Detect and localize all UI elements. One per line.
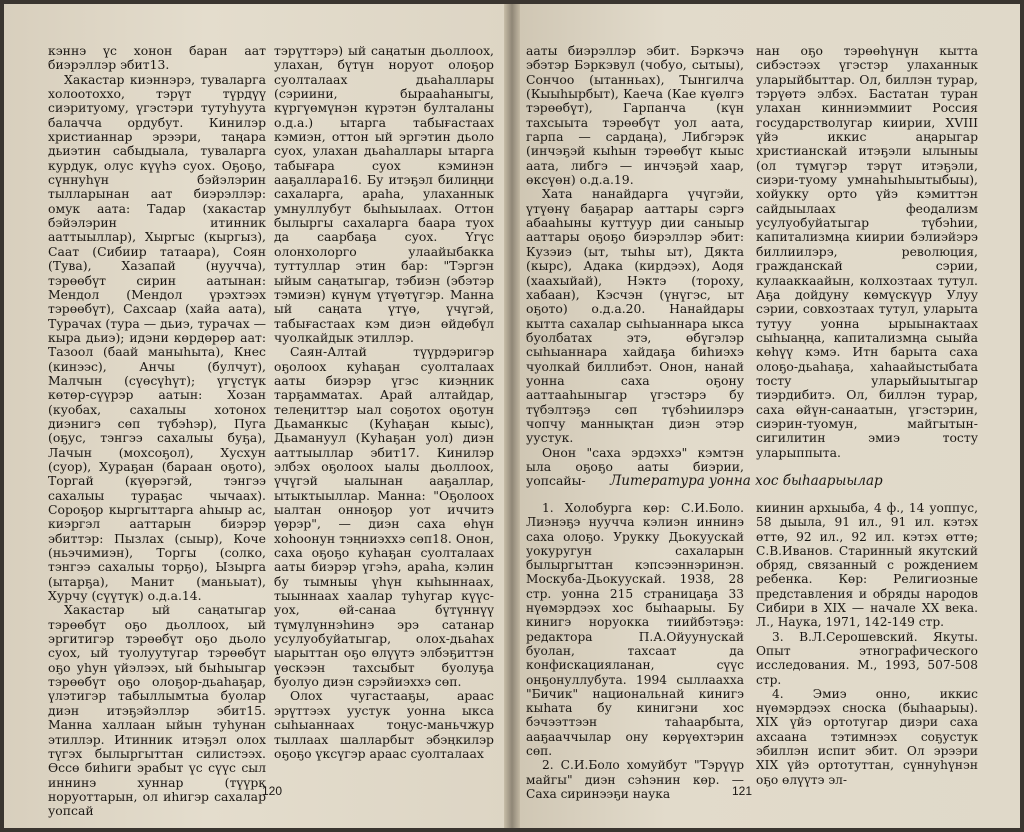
note-item: 1. Холобурга көр: С.И.Боло. Лиэнэҕэ нуучча кэлиэн иннинэ саха олоҕо. Урукку Дьокуускай уокуругун сахаларын былыргыттан кэпсээннэринэн. Москуба-Дьокуускай. 1938, 28 стр. уонна 215 страницаҕа 33 нүөмэрдээх хос быһаарыы. Бу кинигэ норуокка тиийбэтэҕэ: редактора П.А.Ойуунускай буолан, тахсаат да конфискацияланан, сүүс онҕонуллубута. 1994 сыллаахха "Бичик" национальнай кинигэ кыһата бу кинигэни хос бэчээттээн таһаарбыта, ааҕааччылар ону көрүөхтэрин сөп. [526, 501, 744, 759]
note-item: 3. В.Л.Серошевский. Якуты. Опыт этнографического исследования. М., 1993, 507-508 стр. [756, 629, 978, 687]
right-page [514, 4, 1020, 828]
page-number-left: 120 [262, 784, 283, 798]
paragraph: Саян-Алтай түүрдэригэр оҕолоох куһаҕан суолталаах ааты биэрэр үгэс киэңник тарҕамматах. Арай алтайдар, телеңиттэр ыал соҕотох оҕотун Дьаманкыс (Куһаҕан кыыс), Дьамануул (Куһаҕан уол) диэн ааттыыллар эбит17. Кинилэр элбэх оҕолоох ыалы дьоллоох, үчүгэй ыалынан ааҕаллар, ытыктыыллар. Манна: "Оҕолоох ыалтан онноҕор уот иччитэ үөрэр", — диэн саха өһүн хоһоонун тэңниэххэ сөп18. Онон, саха оҕоҕо куһаҕан суолталаах ааты биэрэр үгэһэ, араһа, кэлин бу тымныы үһүн кыһыннаах, тыыннаах хаалар туһугар күүс-уох, өй-санаа бүтүннүү түмүлүннэһинэ эрэ сатанар усулуобуйатыгар, олох-дьаһах ыарыттан оҕо өлүүтэ элбэҕиттэн үөскээн тахсыбыт буолуҕа буолуо диэн сэрэйиэххэ сөп. [274, 344, 494, 690]
right-page-column-1 [526, 43, 744, 489]
book-spread [4, 4, 1020, 828]
page-number-right: 121 [732, 784, 753, 798]
paragraph: Олох чугастааҕы, араас эрүттээх уустук уонна ыкса сыһыаннаах тоңус-маньчжур тыллаах шалларбыт эбэңкилэр оҕоҕо үксүгэр араас суолталаах [274, 688, 494, 761]
note-item: 2. С.И.Боло хомуйбут "Тэрүүр майгы" диэн сэһэнин көр. — Саха сиринээҕи наука [526, 758, 744, 801]
note-item: киинин архыыба, 4 ф., 14 уоппус, 58 дыыла, 91 ил., 91 ил. кэтэх өттө, 92 ил., 92 ил. кэтэх өттө; С.В.Иванов. Старинный якутский обряд, связанный с рождением ребенка. Көр: Религиозные представления и обряды народов Сибири в XIX — начале XX века. Л., Наука, 1971, 142-149 стр. [756, 501, 978, 630]
section-heading: Литература уонна хос быһаарыылар [610, 473, 883, 489]
paragraph: тэрүттэрэ) ый саңатын дьоллоох, улахан, бүтүн норуот олоҕор суолталаах дьаһаллары (сэриини, бырааһаныгы, күргүөмүнэн күрэтэн булталаны о.д.а.) ытарга табығастаах кэмиэн, оттон ый эргэтин дьоло суох, улахан дьаһаллары ытарга табығара суох кэминэн ааҕаллара16. Бу итэҕэл билиңңи сахаларга, араһа, улаханнык умнуллубут быһыылаах. Оттон былыргы сахаларга баара туох да саарбаҕа суох. Үгүс олонхолорго улаайыбакка туттуллар этин бар: "Тэргэн ыйым саңатыгар, тэбиэн (эбэтэр тэмиэн) күнүм үтүөтүгэр. Манна ый саңата үтүө, үчүгэй, табығастаах кэм диэн өйдөбүл чуолкайдык этиллэр. [274, 43, 494, 345]
note-item: 4. Эмиэ онно, иккис нүөмэрдээх сноска (быһаарыы). XIX үйэ ортотугар диэри саха ахсаана тэтимнээх соҕустук эбиллэн испит эбит. Ол эрээри XIX үйэ ортотуттан, сүннуһүнэн оҕо өлүүтэ эл- [756, 686, 978, 787]
paragraph: кэннэ үс хонон баран аат биэрэллэр эбит13. [48, 43, 266, 73]
notes-column-2 [756, 501, 978, 791]
paragraph: Хакастар ый саңатыгар тэрөөбүт оҕо дьоллоох, ый эргитигэр тэрөөбүт оҕо дьоло суох, ый туолуутугар тэрөөбүт оҕо уһун үйэлээх, ый быһыыгар тэрөөбүт оҕо олоҕор-дьаһаҕар, үлэтигэр табыллымтыа буолар диэн итэҕэйэллэр эбит15. Манна халлаан ыйын туһунан этиллэр. Итинник итэҕэл олох түгэх былыргыттан силистээх. Өссө биһиги эрабыт үс сүүс сыл иннинэ хуннар (түүрк норуоттарын, ол иһигэр сахалар уопсай [48, 602, 266, 819]
book-gutter [504, 4, 520, 828]
paragraph: ааты биэрэллэр эбит. Бэркэчэ эбэтэр Бэркэвул (чобуо, сытыы), Сончоо (ытанньах), Тынгилча (Кыыһырбыт), Каеча (Кае күөлгэ тэрөөбүт), Гарпанча (күн тахсыыта тэрөөбүт уол аата, гарпа — сардаңа), Либгэрэк (инчэҕэй кыһын тэрөөбүт кыыс аата, либгэ — инчэҕэй хаар, өксүөн) о.д.а.19. [526, 43, 744, 188]
paragraph: нан оҕо тэрөөһүнүн кытта сибэстээх үгэстэр улаханнык уларыйбыттар. Ол, биллэн турар, тэрүөтэ элбэх. Бастатан туран улахан кинниэммиит Россия государстволугар киирии, XVIII үйэ иккис аңарыгар христианскай итэҕэли ылыныы (ол түмүгэр тэрүт итэҕэли, сиэри-туому умнаһыһыытыбыы), хойукку орто үйэ кэмиттэн сайдыылаах феодализм усулуобуйатыгар түбэһии, капитализмңа киирии бэлиэйэрэ биллиилэрэ, революция, гражданскай сэрии, кулааккаайын, колхозтаах тутул. Аҕа дойдуну көмүскүүр Улуу сэрии, совхозтаах тутул, уларыта тутуу уонна ырыынактаах сыһыаңңа, капитализмңа сыыйа көһүү кэмэ. Итн барыта саха олоҕо-дьаһаҕа, хаһаайыстыбата тосту уларыйыытыгар тиэрдибитэ. Ол, биллэн турар, саха өйүн-санаатын, үгэстэрин, сиэрин-туомун, майгытын-сигилитин эмиэ тосту уларыппыта. [756, 43, 978, 460]
paragraph: Онон "саха эрдэххэ" кэмтэн ыла оҕоҕо ааты биэрии, уопсайы- [526, 444, 744, 489]
left-page-column-2 [274, 44, 494, 789]
paragraph: Хакастар киэннэрэ, туваларга холоотоххо, тэрүт түрдүү сиэритуому, үгэстэри тутуһуута балачча ордубут. Кинилэр христианнар эрээри, таңара дьиэтин сабыдыала, туваларга курдук, олус күүһэ суох. Оҕоҕо, сүннуһүн бэйэлэрин тылларынан аат биэрэллэр: омук аата: Тадар (хакастар бэйэлэрин итинник ааттыыллар), Хыргыс (кыргыз), Саат (Сибиир татаара), Соян (Тува), Хазапай (нуучча), тэрөөбүт сирин аатынан: Мендол (Мендол үрэхтээх тэрөөбүт), Сахсаар (хайа аата), Турачах (тура — дьиэ, турачах — кыра дьиэ); идэни көрдөрөр аат: Тазоол (баай маныһыта), Кнес (кинээс), Анчы (булчут), Малчын (сүөсүһүт); үгүстүк көтөр-сүүрэр аатын: Хозан (куобах, сахалыы хотонох диэнигэ сөп түбэһэр), Пуга (оҕус, тэнгээ сахалыы буҕа), Лачын (мохсоҕол), Хусхун (суор), Хураҕан (бараан оҕото), Торгай (күөрэгэй, тэнгээ сахалыы тураҕас чычаах). Сороҕор кыргыттарга аһыыр ас, киэргэл ааттарын биэрэр эбиттэр: Пызлах (сыыр), Коче (ньэчимиэн), Торгы (солко, тэнгээ сахалыы торҕо), Ызырга (ытарҕа), Манит (маньыат), Хурчу (сүүтүк) о.д.а.14. [48, 71, 266, 604]
left-page-column-1 [48, 43, 266, 819]
left-page [4, 4, 510, 828]
paragraph: Хата нанайдарга үчүгэйи, үтүөнү баҕарар ааттары сэргэ абааһыны куттуур дии саныыр ааттары оҕоҕо биэрэллэр эбит: Кузэиэ (ыт, тыһы ыт), Дякта (кырс), Адака (кирдээх), Аодя (хаахыйай), Нэктэ (тороху, хабаан), Кэсчэн (үнүгэс, ыт оҕото) о.д.а.20. Нанайдары кытта сахалар сыһыаннара ыкса буолбатах этэ, өбүгэлэр сыһыаннара хайдаҕа биһиэхэ чуолкай биллибэт. Онон, нанай уонна саха оҕону ааттааһыныгар үгэстэрэ бу түбэлтэҕэ сөп түбэһиилэрэ чопчу маннықтан диэн этэр уустук. [526, 186, 744, 446]
right-page-column-2 [756, 44, 978, 478]
